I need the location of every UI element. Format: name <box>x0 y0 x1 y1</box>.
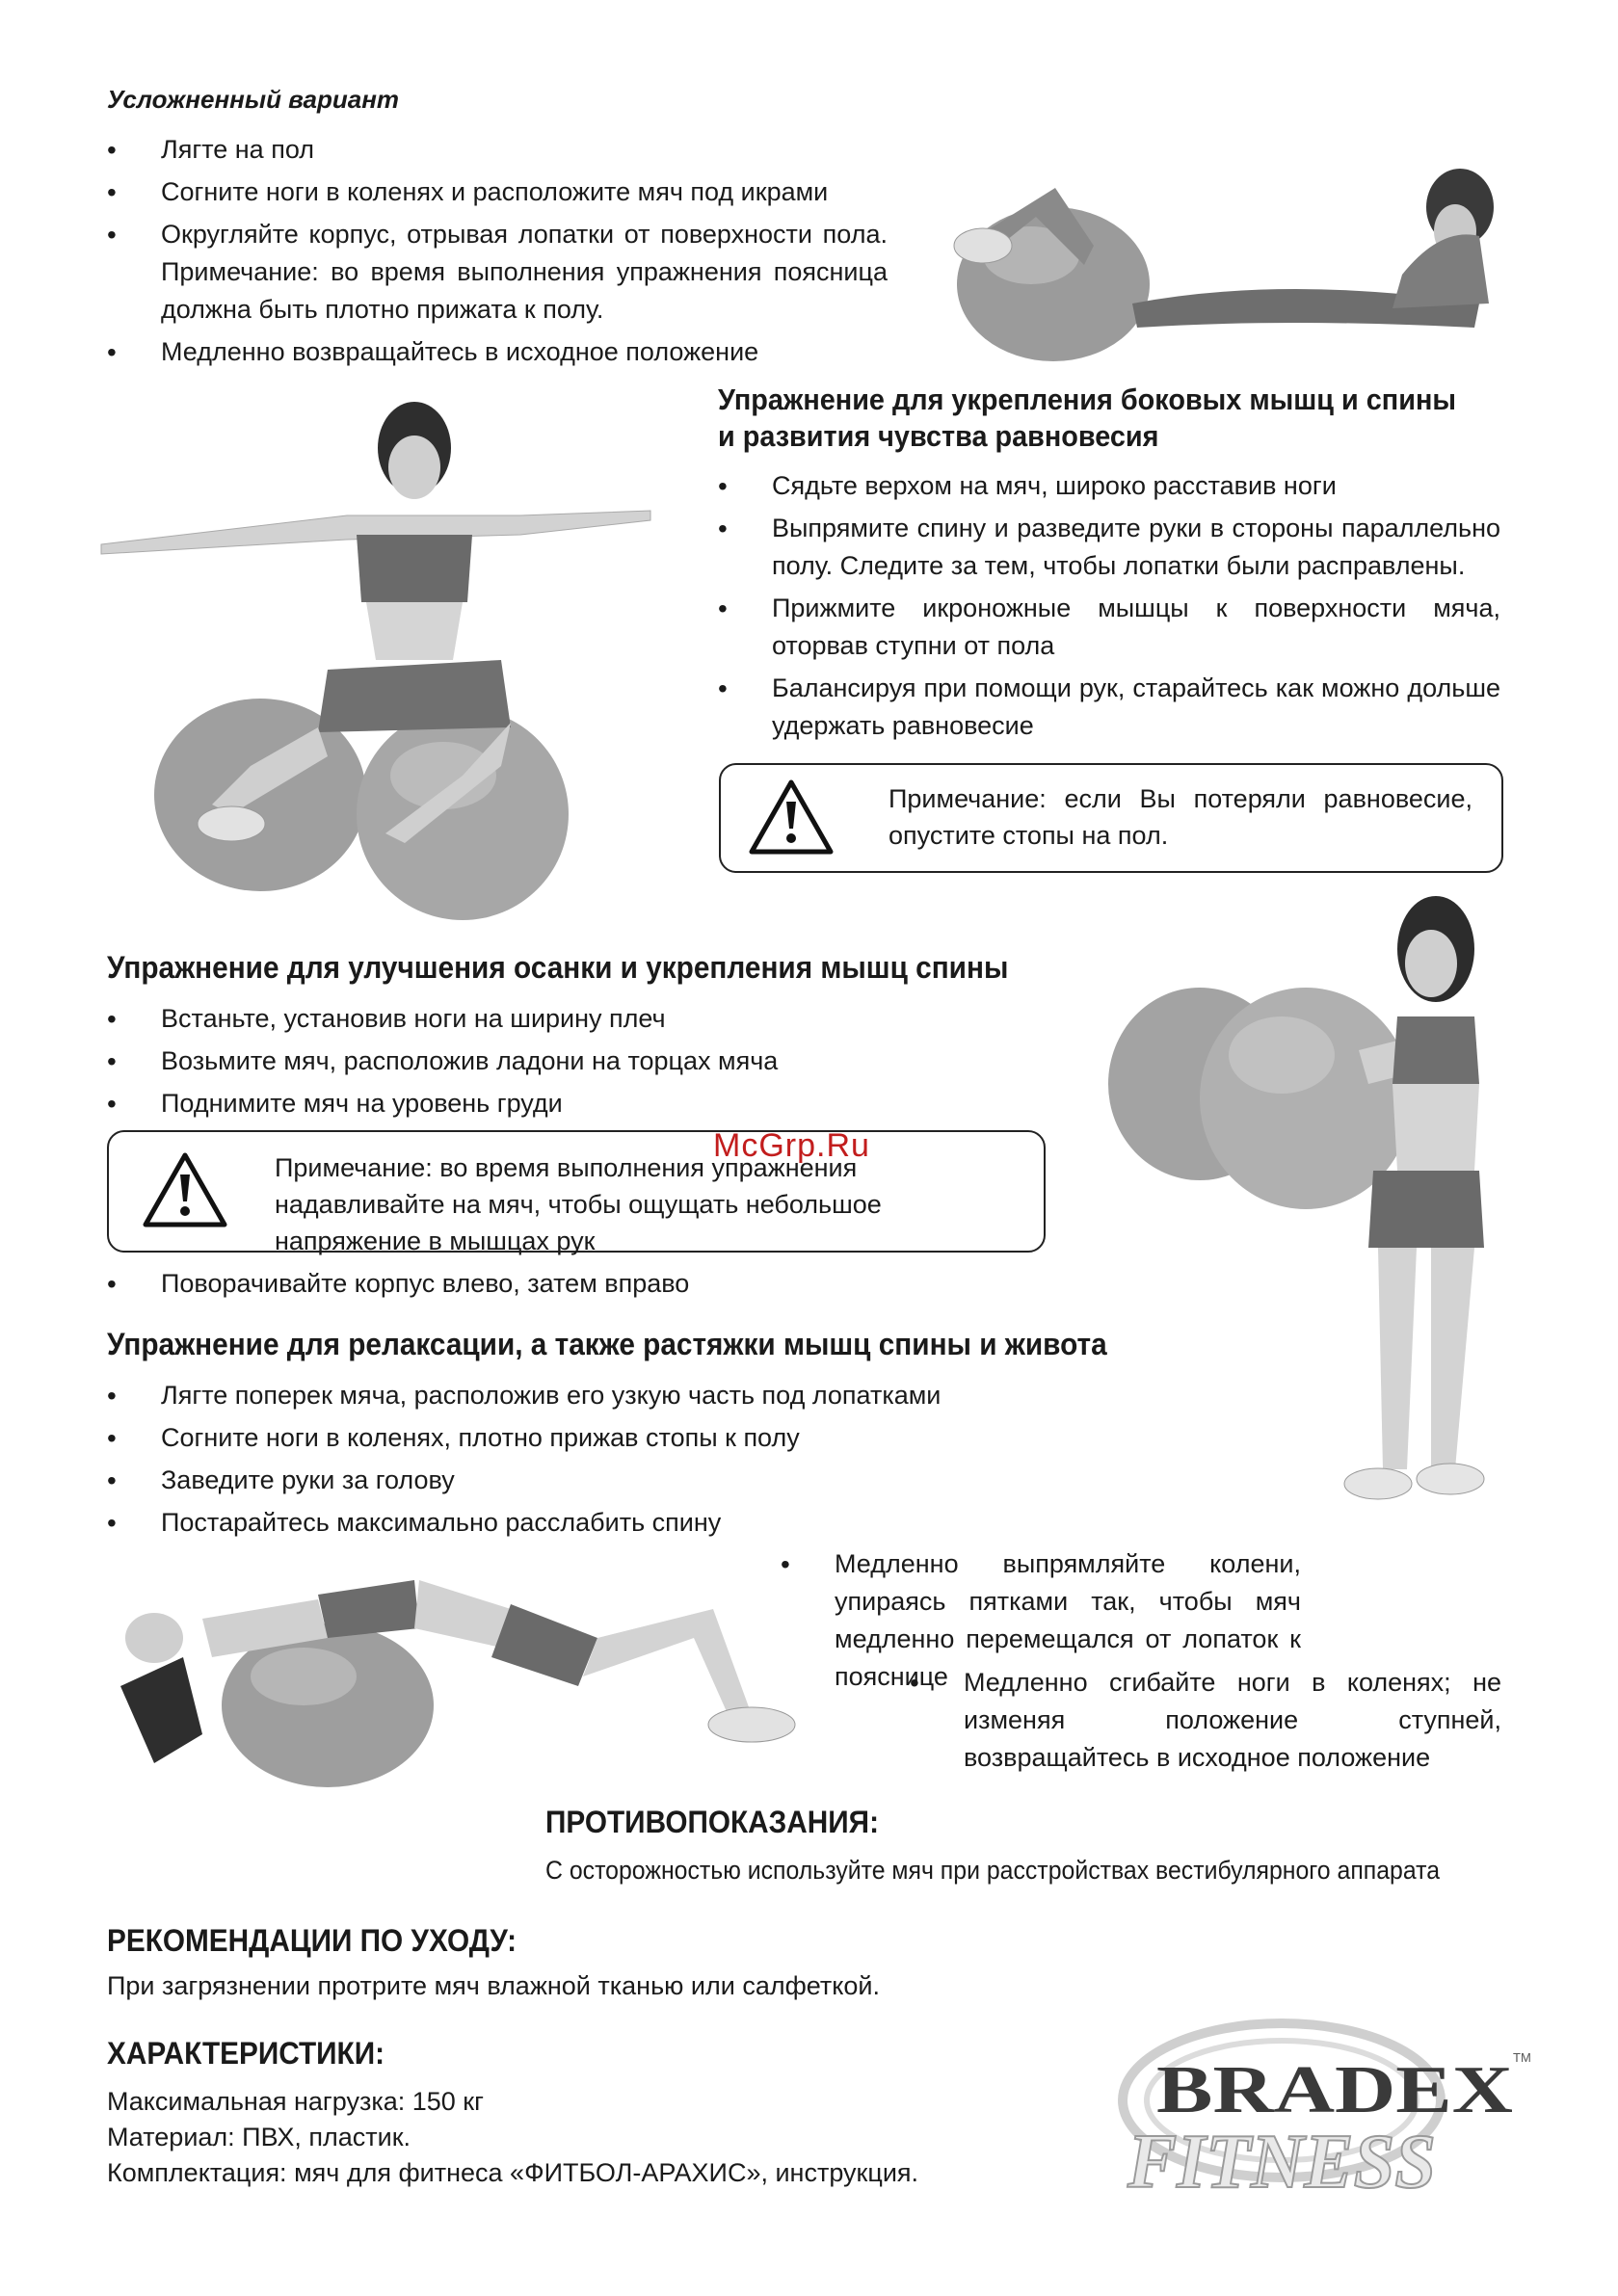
warning-icon <box>748 779 835 856</box>
specs-line: Комплектация: мяч для фитнеса «ФИТБОЛ-АРАХИС», инструкция. <box>107 2158 919 2187</box>
contra-text: С осторожностью используйте мяч при расстройствах вестибулярного аппарата <box>545 1856 1441 1885</box>
posture-list-after <box>107 1265 916 1307</box>
posture-note-text: Примечание: во время выполнения упражнения надавливайте на мяч, чтобы ощущать небольшое напряжение в мышцах рук <box>275 1153 882 1255</box>
list-item: • Медленно сгибайте ноги в коленях; не изменяя положение ступней, возвращайтесь в исходное положение <box>910 1664 1501 1777</box>
list-item: • Встаньте, установив ноги на ширину плеч <box>107 1000 916 1038</box>
balance-title-line1: Упражнение для укрепления боковых мышц и спины <box>718 383 1456 416</box>
specs-line: Материал: ПВХ, пластик. <box>107 2123 411 2151</box>
balance-note-box <box>719 763 1503 873</box>
list-item: • Балансируя при помощи рук, старайтесь как можно дольше удержать равновесие <box>718 670 1500 745</box>
posture-note-box <box>107 1130 1046 1253</box>
logo-brand: BRADEX <box>1156 2053 1513 2127</box>
list-item: • Медленно выпрямляйте колени, упираясь пятками так, чтобы мяч медленно перемещался от лопаток к пояснице <box>781 1545 1301 1696</box>
relax-list-right2 <box>910 1664 1501 1781</box>
posture-list <box>107 1000 916 1127</box>
list-item: • Заведите руки за голову <box>107 1462 974 1499</box>
logo-sub: FITNESS <box>1127 2120 1436 2204</box>
list-item: • Поднимите мяч на уровень груди <box>107 1085 916 1122</box>
photo-sitting-on-ball-arms-spread <box>96 400 675 939</box>
list-item: • Возьмите мяч, расположив ладони на торцах мяча <box>107 1042 916 1080</box>
watermark: McGrp.Ru <box>713 1127 870 1164</box>
specs-title: ХАРАКТЕРИСТИКИ: <box>107 2036 385 2071</box>
photo-standing-holding-ball <box>1099 891 1503 1566</box>
list-item: • Согните ноги в коленях, плотно прижав стопы к полу <box>107 1419 974 1457</box>
list-item: • Сядьте верхом на мяч, широко расставив ноги <box>718 467 1500 505</box>
advanced-list <box>107 131 888 376</box>
balance-title-line2: и развития чувства равновесия <box>718 419 1159 453</box>
list-item: • Лягте поперек мяча, расположив его узкую часть под лопатками <box>107 1377 974 1414</box>
list-item: • Медленно возвращайтесь в исходное положение <box>107 333 888 371</box>
specs-line: Максимальная нагрузка: 150 кг <box>107 2087 484 2116</box>
relax-list <box>107 1377 974 1546</box>
balance-list <box>718 467 1500 750</box>
posture-title: Упражнение для улучшения осанки и укрепления мышц спины <box>107 950 1009 985</box>
list-item: • Округляйте корпус, отрывая лопатки от поверхности пола. Примечание: во время выполнения упражнения поясница должна быть плотно прижата к полу. <box>107 216 888 329</box>
care-title: РЕКОМЕНДАЦИИ ПО УХОДУ: <box>107 1923 517 1958</box>
contra-title: ПРОТИВОПОКАЗАНИЯ: <box>545 1805 879 1839</box>
photo-lying-back-over-ball <box>96 1542 858 1792</box>
list-item: • Лягте на пол <box>107 131 888 169</box>
advanced-title: Усложненный вариант <box>107 85 400 114</box>
list-item: • Согните ноги в коленях и расположите мяч под икрами <box>107 173 888 211</box>
relax-title: Упражнение для релаксации, а также растяжки мышц спины и живота <box>107 1327 1107 1361</box>
list-item: • Поворачивайте корпус влево, затем вправо <box>107 1265 916 1303</box>
logo-tm: TM <box>1513 2050 1531 2065</box>
care-text: При загрязнении протрите мяч влажной тканью или салфеткой. <box>107 1971 881 2000</box>
list-item: • Постарайтесь максимально расслабить спину <box>107 1504 974 1542</box>
balance-note-text: Примечание: если Вы потеряли равновесие, опустите стопы на пол. <box>889 784 1472 850</box>
photo-lying-ball-under-calves <box>940 111 1527 361</box>
bradex-fitness-logo <box>1118 2014 1542 2206</box>
warning-icon <box>142 1151 228 1228</box>
list-item: • Выпрямите спину и разведите руки в стороны параллельно полу. Следите за тем, чтобы лопатки были расправлены. <box>718 510 1500 585</box>
list-item: • Прижмите икроножные мышцы к поверхности мяча, оторвав ступни от пола <box>718 590 1500 665</box>
